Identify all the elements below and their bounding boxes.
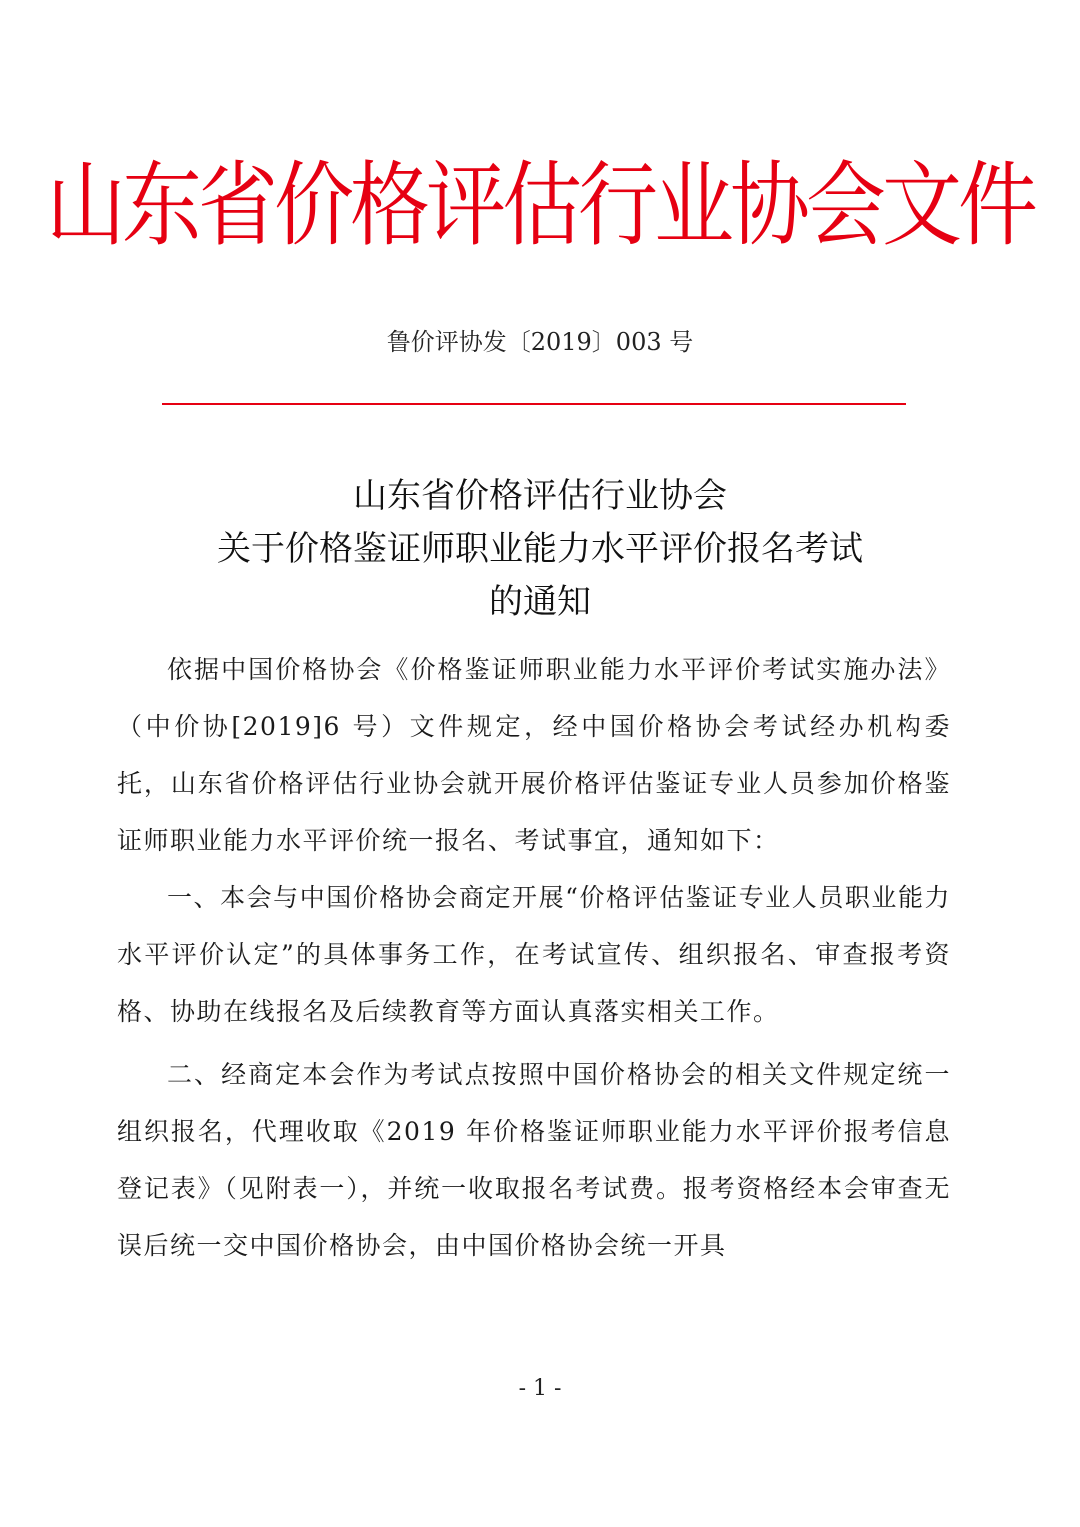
notice-title-line-3: 的通知 xyxy=(489,582,591,622)
notice-title-line-2: 关于价格鉴证师职业能力水平评价报名考试 xyxy=(217,529,863,569)
notice-title-line-1: 山东省价格评估行业协会 xyxy=(353,476,727,516)
red-divider-line xyxy=(162,403,906,405)
body-paragraph-item-1: 一、本会与中国价格协会商定开展“价格评估鉴证专业人员职业能力水平评价认定”的具体事务工作，在考试宣传、组织报名、审查报考资格、协助在线报名及后续教育等方面认真落实相关工作。 xyxy=(117,883,951,1026)
notice-title xyxy=(0,470,1080,629)
body-paragraph-item-2: 二、经商定本会作为考试点按照中国价格协会的相关文件规定统一组织报名，代理收取《2019 年价格鉴证师职业能力水平评价报考信息登记表》（见附表一），并统一收取报名考试费。报考资格经本会审查无误后统一交中国价格协会，由中国价格协会统一开具 xyxy=(117,1060,951,1260)
document-number: 鲁价评协发〔2019〕003 号 xyxy=(386,328,694,356)
body-paragraph-intro: 依据中国价格协会《价格鉴证师职业能力水平评价考试实施办法》（中价协[2019]6 号）文件规定，经中国价格协会考试经办机构委托，山东省价格评估行业协会就开展价格评估鉴证专业人员参加价格鉴证师职业能力水平评价统一报名、考试事宜，通知如下： xyxy=(117,655,951,855)
org-header-title: 山东省价格评估行业协会文件 xyxy=(46,151,1034,259)
page-number: - 1 - xyxy=(518,1376,562,1401)
notice-body xyxy=(117,641,951,1274)
